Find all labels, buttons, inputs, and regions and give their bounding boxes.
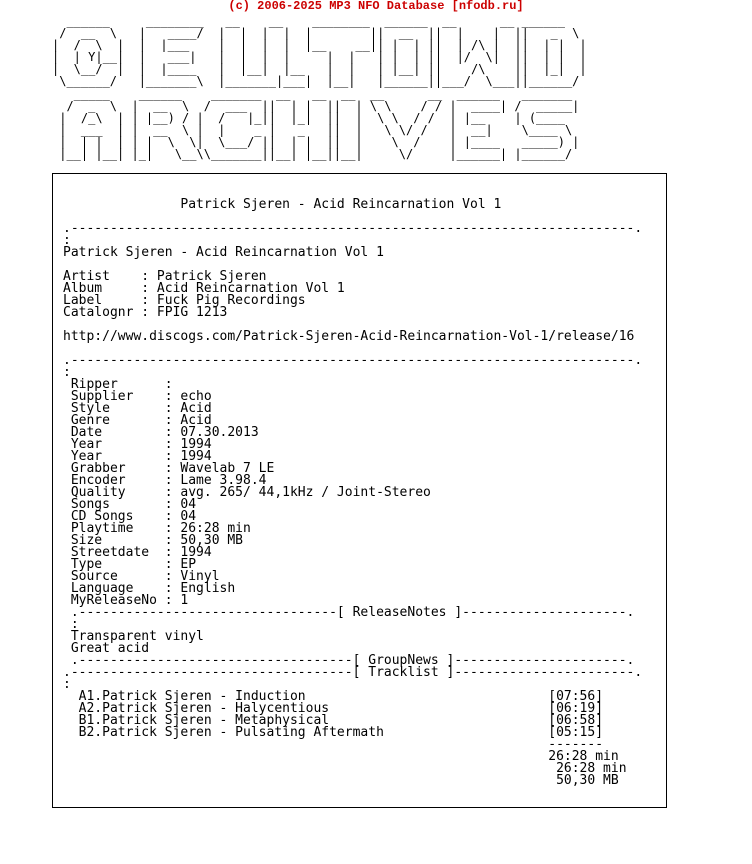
section-rule: .------------------------------------------------------------------------. — [63, 221, 643, 236]
detail-row: Streetdate : 1994 — [63, 545, 212, 560]
detail-row: Encoder : Lame 3.98.4 — [63, 473, 267, 488]
detail-row: Style : Acid — [63, 401, 212, 416]
detail-row: Playtime : 26:28 min — [63, 521, 251, 536]
detail-row: Ripper : — [63, 377, 181, 392]
detail-row: Size : 50,30 MB — [63, 533, 244, 548]
detail-row: Genre : Acid — [63, 413, 212, 428]
info-row: Artist : Patrick Sjeren — [63, 269, 267, 284]
track-row: A2.Patrick Sjeren - Halycentious [06:19] — [63, 701, 604, 716]
total-time-2: 26:28 min — [63, 761, 627, 776]
detail-row: Year : 1994 — [63, 437, 212, 452]
info-row: Album : Acid Reincarnation Vol 1 — [63, 281, 345, 296]
release-notes-header: .---------------------------------[ ReleaseNotes ]---------------------. — [63, 605, 635, 620]
track-row: A1.Patrick Sjeren - Induction [07:56] — [63, 689, 604, 704]
copyright-header: (c) 2006-2025 MP3 NFO Database [nfodb.ru] — [228, 0, 524, 13]
detail-row: MyReleaseNo : 1 — [63, 593, 189, 608]
total-divider: ------- — [63, 737, 604, 752]
section-rule: .------------------------------------------------------------------------. — [63, 353, 643, 368]
detail-row: Source : Vinyl — [63, 569, 220, 584]
detail-row: Quality : avg. 265/ 44,1kHz / Joint-Stereo — [63, 485, 431, 500]
total-size: 50,30 MB — [63, 773, 619, 788]
detail-row: Language : English — [63, 581, 236, 596]
release-note: Great acid — [63, 641, 150, 656]
release-note: Transparent vinyl — [63, 629, 204, 644]
track-row: B1.Patrick Sjeren - Metaphysical [06:58] — [63, 713, 604, 728]
tracklist-header: .------------------------------------[ Tracklist ]-----------------------. — [63, 665, 643, 680]
track-row: B2.Patrick Sjeren - Pulsating Aftermath [05:15] — [63, 725, 604, 740]
rule-edge: : — [63, 677, 71, 692]
info-row: Label : Fuck Pig Recordings — [63, 293, 306, 308]
detail-row: Year : 1994 — [63, 449, 212, 464]
detail-row: Songs : 04 — [63, 497, 197, 512]
ascii-banner-bottom: _____ ______ _______ __ __ __ __ __ ______ _______ / _ \ | __ \ / ___ || | | || | \ \ / / | ____| / _____| | /_\ | | |__) / | / |_|| |_| || | \ \ / / | |__ | (____ | ___ | | __ \ | | _ | _ || | \ \/ / | __| \____ \ | | | | | | \ \| \___/ || | | || | \ / | |____ _____) | |__| |__| |_| \__\\_______||__| |__||__| \/ |______| |______/ — [59, 87, 580, 161]
rule-edge: : — [63, 233, 71, 248]
detail-row: Supplier : echo — [63, 389, 212, 404]
nfo-document — [63, 187, 642, 787]
ascii-banner-top: ______ ________ __ __ ________ ______ __ __ ______ / __ \ | ____/ | | | | | || __ || | | || _ \ | / \ | | |___ | | | | |__ __|| | | || | /\ | || | | | | | Y|__| | ___| | | | | | | | | | || |/ \| || | | | | \__/ | | |____ | |__| |__ | | | |__| || /\ || |_| | \______/ |_______\ |_______|___| |__| |______||___/ \___||______/ — [52, 14, 587, 88]
info-row: Catalognr : FPIG 1213 — [63, 305, 228, 320]
detail-row: Type : EP — [63, 557, 197, 572]
release-title: Patrick Sjeren - Acid Reincarnation Vol 1 — [63, 197, 502, 212]
total-time: 26:28 min — [63, 749, 619, 764]
discogs-link: http://www.discogs.com/Patrick-Sjeren-Acid-Reincarnation-Vol-1/release/16 — [63, 329, 635, 344]
release-subtitle: Patrick Sjeren - Acid Reincarnation Vol 1 — [63, 245, 384, 260]
group-news-header: .-----------------------------------[ GroupNews ]----------------------. — [63, 653, 635, 668]
detail-row: Date : 07.30.2013 — [63, 425, 259, 440]
detail-row: Grabber : Wavelab 7 LE — [63, 461, 275, 476]
rule-edge: : — [63, 617, 79, 632]
detail-row: CD Songs : 04 — [63, 509, 197, 524]
rule-edge: : — [63, 365, 71, 380]
